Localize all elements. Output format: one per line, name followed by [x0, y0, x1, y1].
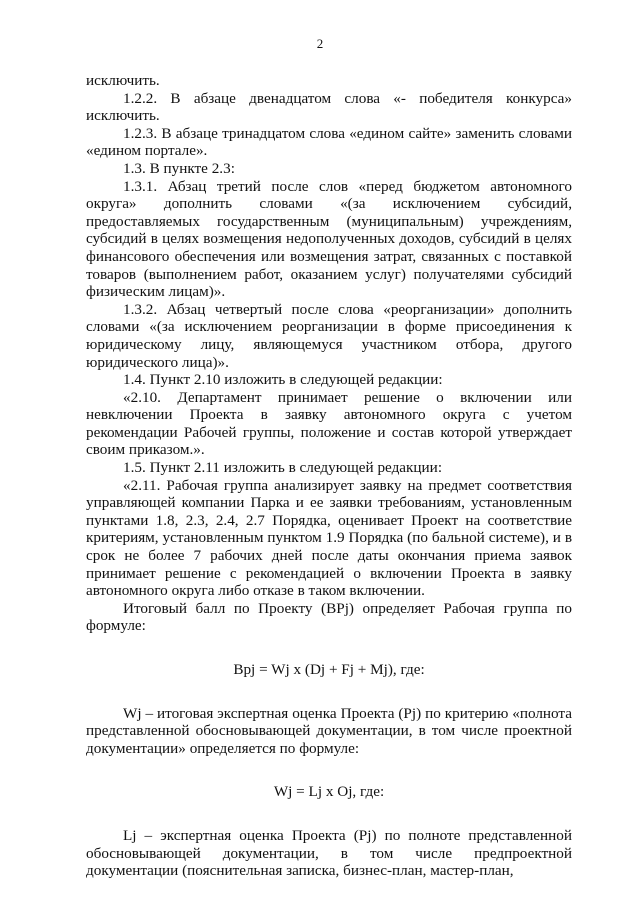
paragraph: 1.2.2. В абзаце двенадцатом слова «- победителя конкурса» исключить.	[86, 89, 572, 125]
paragraph: «2.10. Департамент принимает решение о включении или невключении Проекта в заявку автономного округа с учетом рекомендации Рабочей группы, положение и состав которой утверждает своим приказом.».	[86, 388, 572, 459]
paragraph: Итоговый балл по Проекту (BPj) определяет Рабочая группа по формуле:	[86, 599, 572, 635]
paragraph: Lj – экспертная оценка Проекта (Pj) по полноте представленной обосновывающей документации, в том числе предпроектной документации (пояснительная записка, бизнес-план, мастер-план,	[86, 826, 572, 880]
paragraph: 1.3.2. Абзац четвертый после слова «реорганизации» дополнить словами «(за исключением реорганизации в форме присоединения к юридическому лицу, являющемуся участником отбора, другого юридического лица)».	[86, 300, 572, 371]
formula: Bpj = Wj x (Dj + Fj + Mj), где:	[233, 661, 425, 678]
paragraph: 1.5. Пункт 2.11 изложить в следующей редакции:	[123, 459, 443, 477]
paragraph: «2.11. Рабочая группа анализирует заявку на предмет соответствия управляющей компании Парка и ее заявки требованиям, установленным пунктами 1.8, 2.3, 2.4, 2.7 Порядка, оценивает Проект на соответствие критериям, установленным пунктом 1.9 Порядка (по бальной системе), и в срок не более 7 рабочих дней после даты окончания приема заявок принимает решение с рекомендацией о включении Проекта в заявку автономного округа либо отказе в таком включении.	[86, 476, 572, 600]
page-number: 2	[316, 36, 324, 51]
paragraph: 1.2.3. В абзаце тринадцатом слова «едином сайте» заменить словами «едином портале».	[86, 124, 572, 160]
paragraph: 1.3. В пункте 2.3:	[123, 159, 235, 177]
paragraph: 1.3.1. Абзац третий после слов «перед бюджетом автономного округа» дополнить словами «(за исключением субсидий, предоставляемых государственным (муниципальным) учреждениям, субсидий в целях возмещения недополученных доходов, субсидий в целях финансового обеспечения или возмещения затрат, связанных с поставкой товаров (выполнением работ, оказанием услуг) получателями субсидий физическим лицам)».	[86, 177, 572, 301]
paragraph: Wj – итоговая экспертная оценка Проекта (Pj) по критерию «полнота представленной обосновывающей документации, в том числе проектной документации» определяется по формуле:	[86, 704, 572, 757]
formula: Wj = Lj x Oj, где:	[273, 783, 385, 801]
paragraph: исключить.	[86, 72, 160, 89]
document-body	[86, 72, 572, 880]
paragraph: 1.4. Пункт 2.10 изложить в следующей редакции:	[123, 371, 443, 389]
